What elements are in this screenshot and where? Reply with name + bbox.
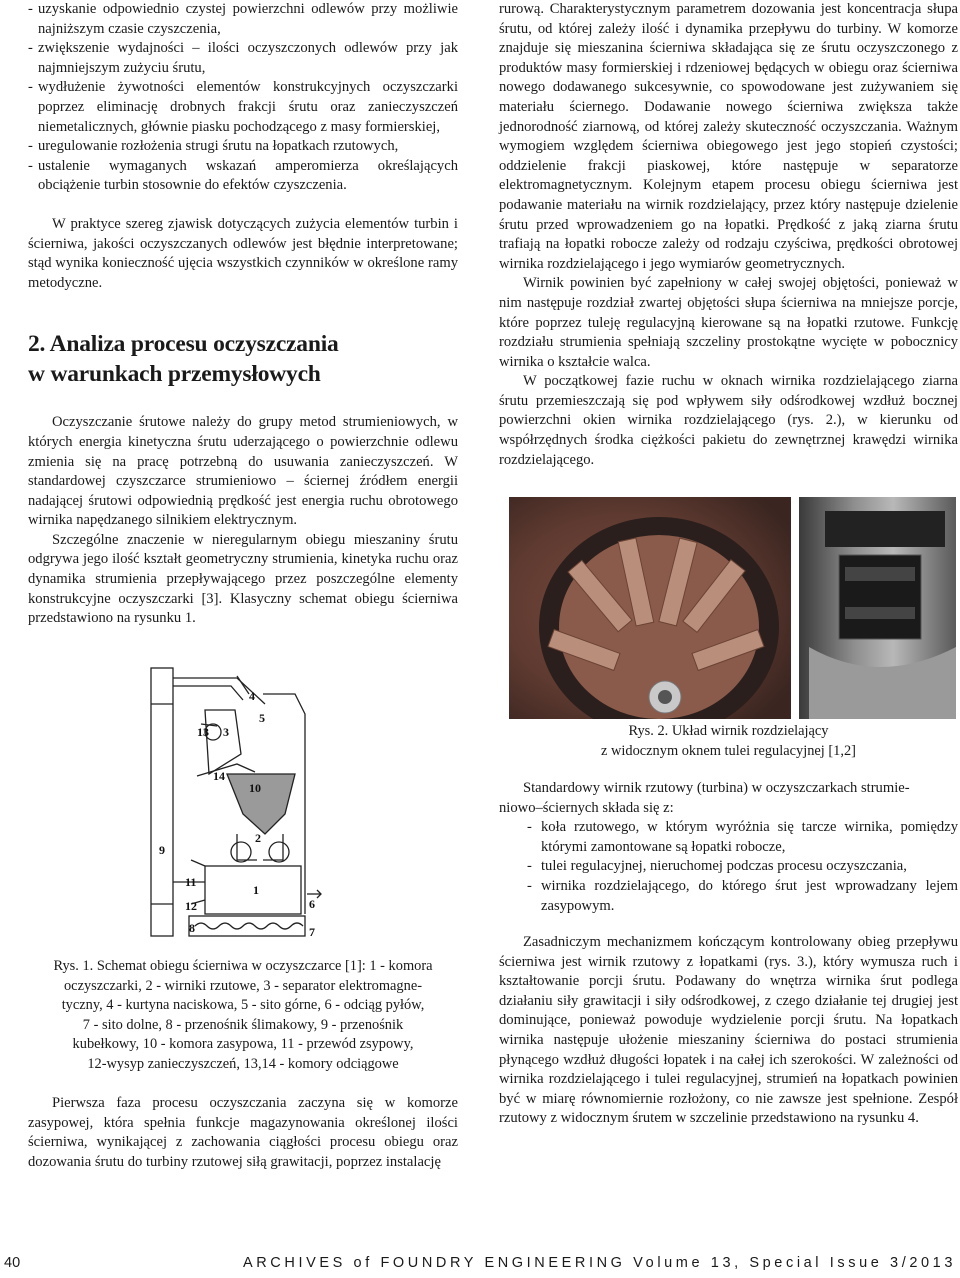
requirements-list [28, 0, 458, 196]
fig1-label: 1 [253, 883, 259, 897]
paragraph: W praktyce szereg zjawisk dotyczących zużycia elementów turbin i ścierniwa, jakości oczyszczanych odlewów jest błędnie interpretowane; stąd wynika konieczność ujęcia wszystkich czynników w określone ramy metodyczne. [28, 215, 458, 291]
fig1-label: 8 [189, 921, 195, 935]
left-column [28, 0, 458, 1170]
components-list [499, 818, 958, 916]
fig2-photo [509, 497, 956, 719]
fig1-label: 3 [223, 725, 229, 739]
fig1-label: 10 [249, 781, 261, 795]
paragraph: Standardowy wirnik rzutowy (turbina) w oczyszczarkach strumie- niowo–ściernych składa się z: [499, 780, 910, 816]
list-item: - zwiększenie wydajności – ilości oczyszczonych odlewów przy jak najmniejszym zużyciu śrutu, [28, 40, 458, 76]
paragraph: rurową. Charakterystycznym parametrem dozowania jest koncentracja słupa śrutu, od której zależy ilość i dynamika przepływu do turbiny. W komorze znajduje się mieszanina ścierniwa składająca się ze śrutu oczyszczonego z produktów masy formierskiej i rdzeniowej będących w obiegu oraz ścierniwa nowego dodawanego sukcesywnie, co spowodowane jest zużywaniem się materiału ściernego. Dodawanie nowego ścierniwa zwiększa także jednorodność ziarnową, od której zależy skuteczność oczyszczania. Ważnym wymogiem względem ścierniwa obiegowego jest jego stopień czystości; oddzielenie frakcji piaskowej, które następuje w separatorze elektromagnetycznym. Kolejnym etapem procesu obiegu ścierniwa jest podawanie materiału na wirnik rozdzielający, przez który następuje dzielenie śrutu przed wprowadzeniem go na łopatki. Prędkość z jaką ziarna śrutu trafiają na łopatki robocze zależy od rodzaju czyściwa, prędkości obrotowej wirnika rozdzielającego i jego wymiarów geometrycznych. [499, 1, 958, 272]
paragraph: W początkowej fazie ruchu w oknach wirnika rozdzielającego ziarna śrutu przemieszczają się pod wpływem siły odśrodkowej wzdłuż bocznej powierzchni okien wirnika rozdzielającego (rys. 2.), w kierunku od współrzędnych środka ciężkości pakietu do zewnętrznej krawędzi wirnika rozdzielającego. [499, 373, 958, 468]
fig1-schematic [145, 664, 331, 944]
paragraph: Szczególne znaczenie w nieregularnym obiegu mieszaniny śrutu odgrywa jego ilość kształt geometryczny strumienia, kinetyka ruchu oraz dynamika strumienia przepływającego przez poszczególne elementy konstrukcyjne oczyszczarki [3]. Klasyczny schemat obiegu ścierniwa przedstawiono na rysunku 1. [28, 531, 458, 627]
fig2-caption: Rys. 2. Układ wirnik rozdzielający z widocznym oknem tulei regulacyjnej [1,2] [601, 723, 856, 759]
list-item: - ustalenie wymaganych wskazań amperomierza określających obciążenie turbin stosownie do efektów czyszczenia. [28, 157, 458, 194]
journal-title: ARCHIVES of FOUNDRY ENGINEERING Volume 13, Special Issue 3/2013 [242, 1255, 956, 1271]
fig1-caption: Rys. 1. Schemat obiegu ścierniwa w oczyszczarce [1]: 1 - komora oczyszczarki, 2 - wirniki rzutowe, 3 - separator elektromagne- tyczny, 4 - kurtyna naciskowa, 5 - sito górne, 6 - odciąg pyłów, 7 - sito dolne, 8 - przenośnik ślimakowy, 9 - przenośnik kubełkowy, 10 - komora zasypowa, 11 - przewód zsypowy, 12-wysyp zanieczyszczeń, 13,14 - komory odciągowe [53, 958, 433, 1072]
fig1-label: 4 [249, 689, 255, 703]
fig1-label: 2 [255, 831, 261, 845]
list-item: - wydłużenie żywotności elementów konstrukcyjnych oczyszczarki poprzez eliminację drobnych frakcji śrutu oraz zanieczyszczeń niemetalicznych, głównie piasku pochodzącego z masy formierskiej, [28, 79, 458, 135]
fig1-label: 14 [213, 769, 225, 783]
paragraph: Zasadniczym mechanizmem kończącym kontrolowany obieg przepływu ścierniwa jest wirnik rzutowy z łopatkami (rys. 3.), który wymusza ruch i kształtowanie porcji śrutu. Podawany do wnętrza wirnika śrut podlega działaniu siły grawitacji i siły odśrodkowej, z czego działanie tej drugiej jest dominujące, ponieważ powoduje wydzielenie porcji śrutu. Na łopatkach wirnika następuje ułożenie mieszaniny ścierniwa do postaci strumienia płynącego wzdłuż długości łopatek i na całej ich szerokości. W zależności od wirnika rozdzielającego i tulei regulacyjnej, strumień na łopatkach powinien być w miarę równomiernie rozłożony, co nie zawsze jest spełnione. Zespół rzutowy z widocznym śrutem w szczelinie przedstawiono na rysunku 4. [499, 934, 958, 1127]
fig1-label: 9 [159, 843, 165, 857]
page-footer [0, 1255, 960, 1277]
fig1-label: 6 [309, 897, 315, 911]
turbin-components [499, 779, 958, 916]
list-item: - uzyskanie odpowiednio czystej powierzchni odlewów przy możliwie najniższym czasie czyszczenia, [28, 1, 458, 37]
bucket-elevator-outline [151, 668, 173, 936]
list-item: - tulei regulacyjnej, nieruchomej podczas procesu oczyszczania, [527, 858, 907, 875]
fig1-label: 5 [259, 711, 265, 725]
fig1-label: 13 [197, 725, 209, 739]
list-item: - koła rzutowego, w którym wyróżnia się tarcze wirnika, pomiędzy którymi zamontowane są łopatki robocze, [527, 819, 958, 855]
fig1-label: 11 [185, 875, 197, 889]
list-item: - uregulowanie rozłożenia strugi śrutu na łopatkach rzutowych, [28, 138, 399, 155]
paragraph: Wirnik powinien być zapełniony w całej swojej objętości, ponieważ w nim następuje rozdział zwartej objętości słupa ścierniwa na mniejsze porcje, które poprzez tuleję regulacyjną kierowane są na łopatki rzutowe. Funkcję rozdziału strumienia spełniają szczeliny prostokątne wycięte w pobocznicy wirnika o kształcie walca. [499, 275, 958, 370]
fig1-label: 12 [185, 899, 197, 913]
fig1-label: 7 [309, 925, 315, 939]
page-number: 40 [4, 1255, 21, 1271]
right-column [499, 0, 958, 1127]
list-item: - wirnika rozdzielającego, do którego śrut jest wprowadzany lejem zasypowym. [527, 877, 958, 914]
paragraph: Pierwsza faza procesu oczyszczania zaczyna się w komorze zasypowej, która spełnia funkcje magazynowania określonej ilości ścierniwa, wynikającej z zachowania ciągłości procesu obiegu oraz dozowania śrutu do turbiny rzutowej siłą grawitacji, poprzez instalację [28, 1095, 458, 1170]
section-heading: 2. Analiza procesu oczyszczania w warunkach przemysłowych [28, 331, 339, 388]
paragraph: Oczyszczanie śrutowe należy do grupy metod strumieniowych, w których energia kinetyczna śrutu uderzającego o powierzchnie odlewu zmienia się na pracę potrzebną do usuwania zanieczyszczeń. W standardowej czyszczarce strumieniowo – ściernej źródłem energii nadającej śrutowi odpowiednią prędkość jest energia ruchu obrotowego wirnika napędzanego silnikiem elektrycznym. [28, 414, 458, 529]
